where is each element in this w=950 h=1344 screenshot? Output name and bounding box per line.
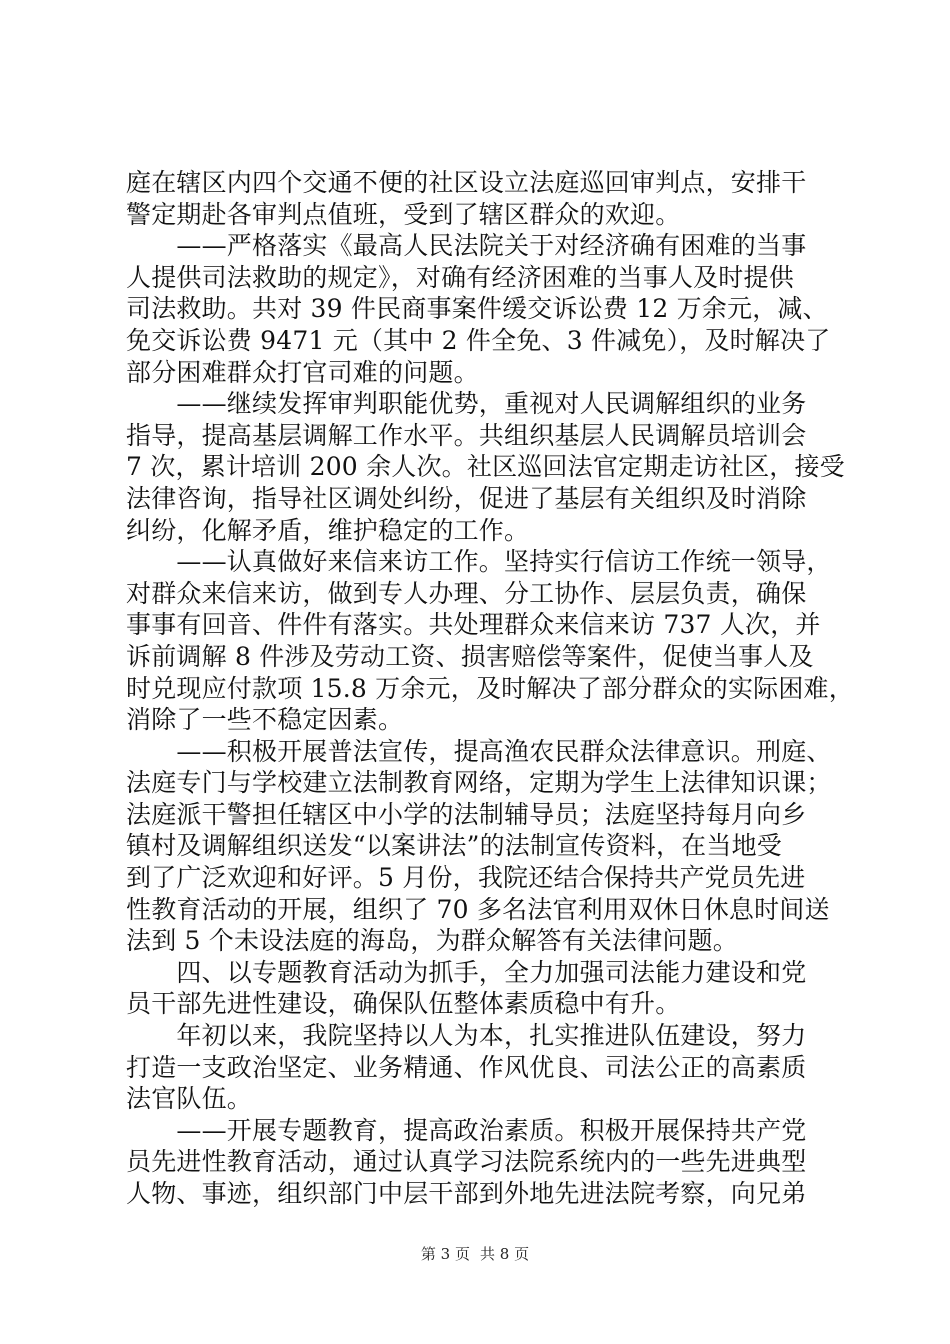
text-line: 事事有回音、件件有落实。共处理群众来信来访 737 人次，并: [126, 610, 821, 640]
text-line: ——开展专题教育，提高政治素质。积极开展保持共产党: [126, 1115, 807, 1145]
text-line: 年初以来，我院坚持以人为本，扎实推进队伍建设，努力: [126, 1021, 807, 1051]
text-line: 时兑现应付款项 15.8 万余元，及时解决了部分群众的实际困难，: [126, 673, 854, 703]
text-line: 部分困难群众打官司难的问题。: [126, 357, 479, 387]
document-body: [126, 167, 854, 1210]
text-line: 对群众来信来访，做到专人办理、分工协作、层层负责，确保: [126, 578, 807, 608]
text-line: 法官队伍。: [126, 1084, 253, 1114]
text-line: 警定期赴各审判点值班，受到了辖区群众的欢迎。: [126, 199, 681, 229]
page-total: 共 8 页: [480, 1245, 530, 1263]
text-line: 纠纷，化解矛盾，维护稳定的工作。: [126, 515, 530, 545]
text-line: 指导，提高基层调解工作水平。共组织基层人民调解员培训会: [126, 420, 807, 450]
text-line: 法律咨询，指导社区调处纠纷，促进了基层有关组织及时消除: [126, 483, 807, 513]
text-line: 四、以专题教育活动为抓手，全力加强司法能力建设和党: [126, 957, 807, 987]
text-line: 法庭派干警担任辖区中小学的法制辅导员；法庭坚持每月向乡: [126, 799, 807, 829]
text-line: 性教育活动的开展，组织了 70 多名法官利用双休日休息时间送: [126, 894, 830, 924]
text-line: 人物、事迹，组织部门中层干部到外地先进法院考察，向兄弟: [126, 1179, 807, 1208]
text-line: 司法救助。共对 39 件民商事案件缓交诉讼费 12 万余元，减、: [126, 294, 828, 324]
text-line: ——继续发挥审判职能优势，重视对人民调解组织的业务: [126, 389, 807, 419]
text-line: ——积极开展普法宣传，提高渔农民群众法律意识。刑庭、: [126, 736, 832, 766]
text-line: 打造一支政治坚定、业务精通、作风优良、司法公正的高素质: [126, 1052, 807, 1082]
text-line: 消除了一些不稳定因素。: [126, 705, 404, 735]
text-line: 法庭专门与学校建立法制教育网络，定期为学生上法律知识课；: [126, 768, 832, 798]
text-line: 镇村及调解组织送发“以案讲法”的法制宣传资料，在当地受: [126, 831, 782, 861]
text-line: ——严格落实《最高人民法院关于对经济确有困难的当事: [126, 231, 807, 261]
text-line: 7 次，累计培训 200 余人次。社区巡回法官定期走访社区，接受: [126, 452, 845, 482]
text-line: 法到 5 个未设法庭的海岛，为群众解答有关法律问题。: [126, 926, 739, 956]
page-number: 第 3 页: [420, 1245, 470, 1263]
text-line: 到了广泛欢迎和好评。5 月份，我院还结合保持共产党员先进: [126, 863, 806, 893]
text-line: 庭在辖区内四个交通不便的社区设立法庭巡回审判点，安排干: [126, 168, 807, 197]
text-line: 员干部先进性建设，确保队伍整体素质稳中有升。: [126, 989, 681, 1019]
text-line: 人提供司法救助的规定》，对确有经济困难的当事人及时提供: [126, 262, 794, 292]
page-footer: [0, 1244, 950, 1264]
text-line: ——认真做好来信来访工作。坚持实行信访工作统一领导，: [126, 547, 832, 577]
text-line: 员先进性教育活动，通过认真学习法院系统内的一些先进典型: [126, 1147, 807, 1177]
text-line: 诉前调解 8 件涉及劳动工资、损害赔偿等案件，促使当事人及: [126, 641, 814, 671]
text-line: 免交诉讼费 9471 元（其中 2 件全免、3 件减免），及时解决了: [126, 325, 831, 355]
